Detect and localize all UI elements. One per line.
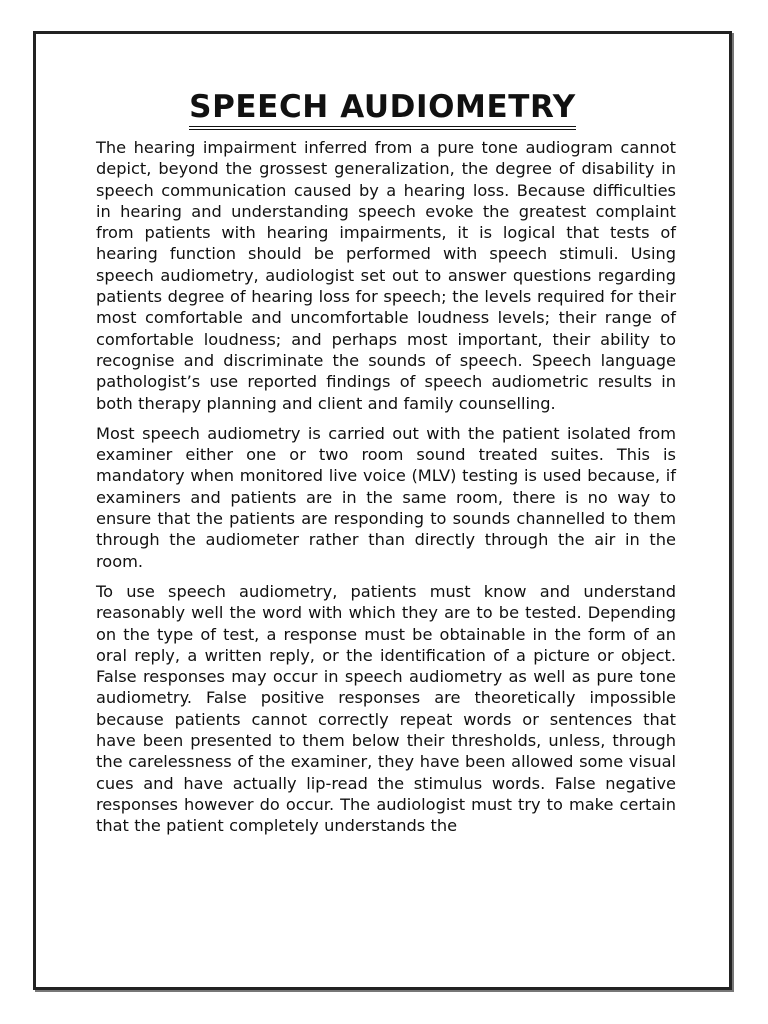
title-container bbox=[36, 89, 729, 130]
paragraph-1: The hearing impairment inferred from a pure tone audiogram cannot depict, beyond the grossest generalization, the degree of disability in speech communication caused by a hearing loss. Because difficulties in hearing and understanding speech evoke the greatest complaint from patients with hearing impairments, it is logical that tests of hearing function should be performed with speech stimuli. Using speech audiometry, audiologist set out to answer questions regarding patients degree of hearing loss for speech; the levels required for their most comfortable and uncomfortable loudness levels; their range of comfortable loudness; and perhaps most important, their ability to recognise and discriminate the sounds of speech. Speech language pathologist’s use reported findings of speech audiometric results in both therapy planning and client and family counselling. bbox=[96, 138, 676, 413]
paragraph-3: To use speech audiometry, patients must know and understand reasonably well the word with which they are to be tested. Depending on the type of test, a response must be obtainable in the form of an oral reply, a written reply, or the identification of a picture or object. False responses may occur in speech audiometry as well as pure tone audiometry. False positive responses are theoretically impossible because patients cannot correctly repeat words or sentences that have been presented to them below their thresholds, unless, through the carelessness of the examiner, they have been allowed some visual cues and have actually lip-read the stimulus words. False negative responses however do occur. The audiologist must try to make certain that the patient completely understands the bbox=[96, 581, 676, 836]
paragraph-2: Most speech audiometry is carried out with the patient isolated from examiner either one or two room sound treated suites. This is mandatory when monitored live voice (MLV) testing is used because, if examiners and patients are in the same room, there is no way to ensure that the patients are responding to sounds channelled to them through the audiometer rather than directly through the air in the room. bbox=[96, 423, 676, 571]
page-border bbox=[33, 31, 732, 990]
document-title: SPEECH AUDIOMETRY bbox=[189, 89, 576, 130]
document-body bbox=[96, 137, 676, 846]
